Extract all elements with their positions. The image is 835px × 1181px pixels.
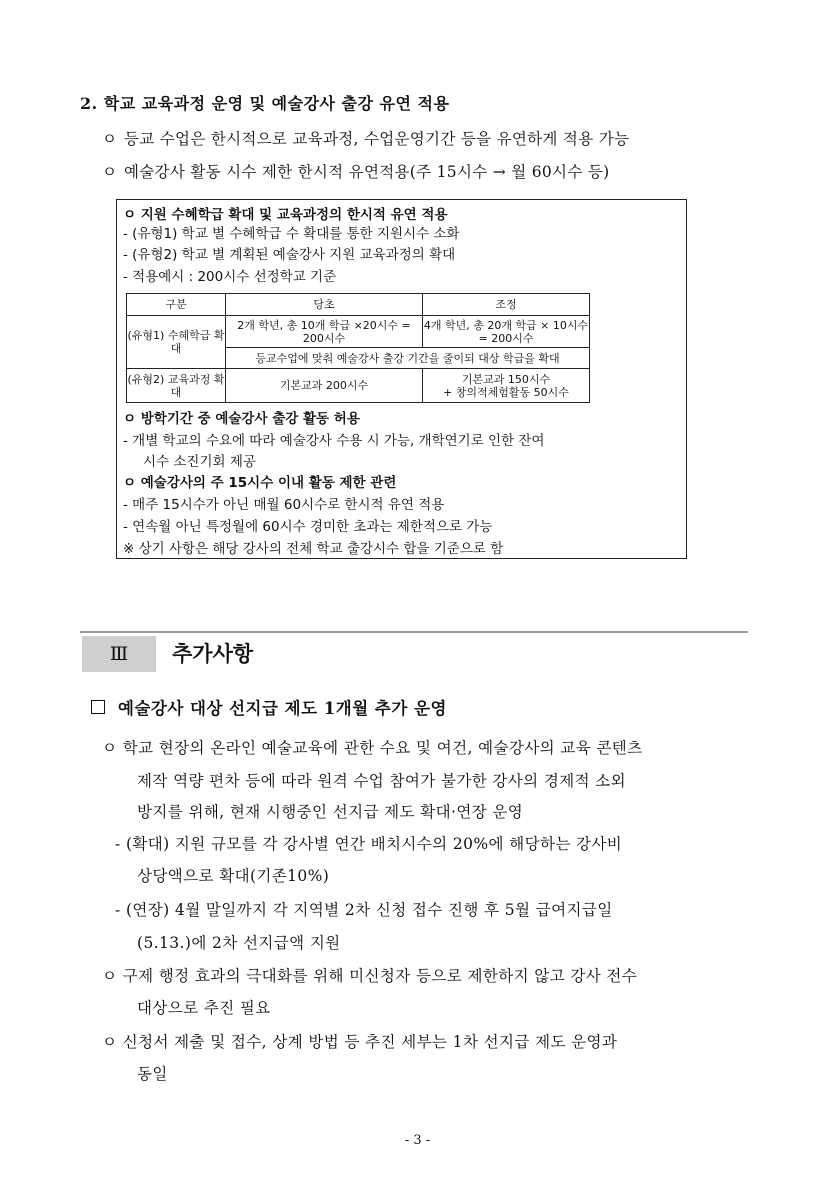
paragraph-line: - (확대) 지원 규모를 각 강사별 연간 배치시수의 20%에 해당하는 강사비 xyxy=(115,835,623,853)
table-cell-type1: (유형1) 수혜학급 확대 xyxy=(127,316,226,369)
paragraph-line: (5.13.)에 2차 선지급액 지원 xyxy=(137,934,341,952)
bullet-mark: ㅇ xyxy=(102,130,118,148)
box-line: - (유형2) 학교 별 계획된 예술강사 지원 교육과정의 확대 xyxy=(123,247,456,263)
box-line: - (유형1) 학교 별 수혜학급 수 확대를 통한 지원시수 소화 xyxy=(123,226,460,242)
section-2-bullet-1: ㅇ 등교 수업은 한시적으로 교육과정, 수업운영기간 등을 유연하게 적용 가능 xyxy=(102,127,629,149)
paragraph-line: ㅇ 구제 행정 효과의 극대화를 위해 미신청자 등으로 제한하지 않고 강사 전수 xyxy=(102,967,638,985)
paragraph-line: 대상으로 추진 필요 xyxy=(137,999,271,1017)
bullet-mark: ㅇ xyxy=(102,163,118,181)
paragraph-line: ㅇ 학교 현장의 온라인 예술교육에 관한 수요 및 여건, 예술강사의 교육 콘텐츠 xyxy=(102,739,643,757)
box-line: - 매주 15시수가 아닌 매월 60시수로 한시적 유연 적용 xyxy=(123,497,445,513)
table-cell: 기본교과 200시수 xyxy=(226,369,423,403)
table-cell-note: 등교수업에 맞춰 예술강사 출강 기간을 줄이되 대상 학급을 확대 xyxy=(226,348,590,369)
section-2-bullet-2: ㅇ 예술강사 활동 시수 제한 한시적 유연적용(주 15시수 → 월 60시수 등) xyxy=(102,160,609,182)
page-number: - 3 - xyxy=(404,1133,431,1148)
example-table xyxy=(126,293,590,403)
section-2-title: 2. 학교 교육과정 운영 및 예술강사 출강 유연 적용 xyxy=(80,94,450,113)
table-header: 당초 xyxy=(226,294,423,316)
box-line: 시수 소진기회 제공 xyxy=(143,454,256,470)
section-3-title: 추가사항 xyxy=(172,642,254,666)
paragraph-line: 제작 역량 편차 등에 따라 원격 수업 참여가 불가한 강사의 경제적 소외 xyxy=(137,772,627,790)
table-cell: 4개 학년, 총 20개 학급 × 10시수 = 200시수 xyxy=(423,316,590,348)
section-divider xyxy=(80,631,748,633)
paragraph-line: 동일 xyxy=(137,1065,168,1083)
box-heading-3: ㅇ 예술강사의 주 15시수 이내 활동 제한 관련 xyxy=(123,475,397,491)
table-cell-type2: (유형2) 교육과정 확대 xyxy=(127,369,226,403)
detail-box xyxy=(116,199,687,559)
box-line: - 연속월 아닌 특정월에 60시수 경미한 초과는 제한적으로 가능 xyxy=(123,519,493,535)
paragraph-line: 상당액으로 확대(기존10%) xyxy=(137,867,330,885)
table-cell: 2개 학년, 총 10개 학급 ×20시수 = 200시수 xyxy=(226,316,423,348)
checkbox-square-icon xyxy=(91,700,105,714)
box-heading-2: ㅇ 방학기간 중 예술강사 출강 활동 허용 xyxy=(123,411,360,427)
section-3-subtitle: 예술강사 대상 선지급 제도 1개월 추가 운영 xyxy=(118,699,447,718)
box-line: - 개별 학교의 수요에 따라 예술강사 수용 시 가능, 개학연기로 인한 잔여 xyxy=(123,433,545,449)
box-heading-1: ㅇ 지원 수혜학급 확대 및 교육과정의 한시적 유연 적용 xyxy=(123,207,448,223)
paragraph-line: 방지를 위해, 현재 시행중인 선지급 제도 확대·연장 운영 xyxy=(137,803,524,821)
table-header: 구분 xyxy=(127,294,226,316)
table-header: 조정 xyxy=(423,294,590,316)
paragraph-line: ㅇ 신청서 제출 및 접수, 상계 방법 등 추진 세부는 1차 선지급 제도 운영과 xyxy=(102,1033,618,1051)
table-cell: 기본교과 150시수 + 창의적체험활동 50시수 xyxy=(423,369,590,403)
section-3-numeral: Ⅲ xyxy=(82,636,156,672)
box-line: - 적용예시 : 200시수 선정학교 기준 xyxy=(123,269,337,285)
paragraph-line: - (연장) 4월 말일까지 각 지역별 2차 신청 접수 진행 후 5월 급여지급일 xyxy=(115,901,613,919)
box-note: ※ 상기 사항은 해당 강사의 전체 학교 출강시수 합을 기준으로 함 xyxy=(123,541,504,557)
